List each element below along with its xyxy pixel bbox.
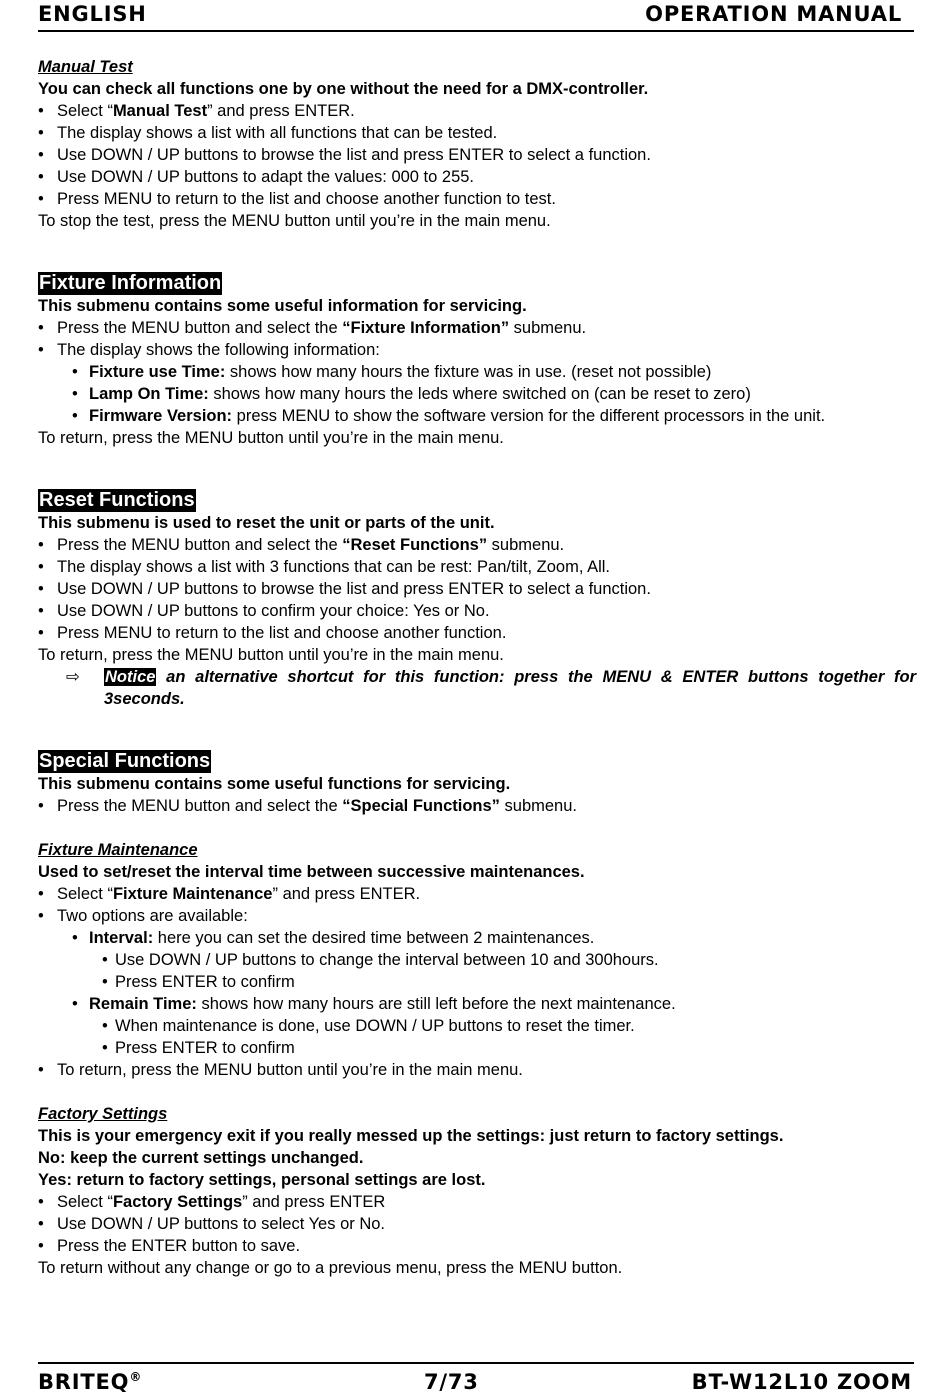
factory-settings-yes-option: Yes: return to factory settings, personal settings are lost. xyxy=(38,1171,486,1189)
sub-sub-list-item: • When maintenance is done, use DOWN / UP buttons to reset the timer. xyxy=(38,1015,916,1037)
header-language: ENGLISH xyxy=(38,2,147,26)
list-item: • Press the MENU button and select the “Reset Functions” submenu. xyxy=(38,534,916,556)
notice-text: an alternative shortcut for this function: press the MENU & ENTER buttons together for 3seconds. xyxy=(104,668,916,708)
header-doc-title: OPERATION MANUAL xyxy=(645,2,902,26)
list-item: • Select “Manual Test” and press ENTER. xyxy=(38,100,916,122)
factory-settings-outro: To return without any change or go to a previous menu, press the MENU button. xyxy=(38,1259,623,1277)
sub-list-item: • Interval: here you can set the desired time between 2 maintenances. xyxy=(38,927,916,949)
footer-brand: BRITEQ® xyxy=(38,1370,143,1394)
sub-list-item: • Firmware Version: press MENU to show the software version for the different processors in the unit. xyxy=(38,405,916,427)
list-item: • Press the MENU button and select the “Special Functions” submenu. xyxy=(38,795,916,817)
sub-list-item: • Lamp On Time: shows how many hours the leds where switched on (can be reset to zero) xyxy=(38,383,916,405)
list-item: • The display shows the following information: xyxy=(38,339,916,361)
manual-test-outro: To stop the test, press the MENU button until you’re in the main menu. xyxy=(38,212,551,230)
sub-sub-list-item: • Press ENTER to confirm xyxy=(38,1037,916,1059)
reset-functions-heading: Reset Functions xyxy=(39,489,195,511)
list-item: • Use DOWN / UP buttons to adapt the values: 000 to 255. xyxy=(38,166,916,188)
factory-settings-intro: This is your emergency exit if you really messed up the settings: just return to factory settings. xyxy=(38,1127,784,1145)
sub-list-item: • Fixture use Time: shows how many hours the fixture was in use. (reset not possible) xyxy=(38,361,916,383)
fixture-information-heading: Fixture Information xyxy=(39,272,222,294)
manual-test-heading: Manual Test xyxy=(38,58,133,76)
page-header xyxy=(38,0,914,32)
fixture-information-intro: This submenu contains some useful information for servicing. xyxy=(38,297,527,315)
manual-test-intro: You can check all functions one by one without the need for a DMX-controller. xyxy=(38,80,649,98)
list-item: • To return, press the MENU button until you’re in the main menu. xyxy=(38,1059,916,1081)
notice-label: Notice xyxy=(105,668,156,686)
list-item: • Select “Fixture Maintenance” and press ENTER. xyxy=(38,883,916,905)
page-number: 7/73 xyxy=(424,1370,479,1394)
list-item: • Use DOWN / UP buttons to confirm your choice: Yes or No. xyxy=(38,600,916,622)
reset-functions-outro: To return, press the MENU button until you’re in the main menu. xyxy=(38,646,504,664)
factory-settings-heading: Factory Settings xyxy=(38,1105,168,1123)
notice-note xyxy=(38,666,916,710)
list-item: • Use DOWN / UP buttons to select Yes or No. xyxy=(38,1213,916,1235)
footer-model: BT-W12L10 ZOOM xyxy=(691,1370,912,1394)
sub-sub-list-item: • Use DOWN / UP buttons to change the interval between 10 and 300hours. xyxy=(38,949,916,971)
special-functions-heading: Special Functions xyxy=(39,750,211,772)
list-item: • Press the MENU button and select the “Fixture Information” submenu. xyxy=(38,317,916,339)
factory-settings-no-option: No: keep the current settings unchanged. xyxy=(38,1149,364,1167)
sub-list-item: • Remain Time: shows how many hours are still left before the next maintenance. xyxy=(38,993,916,1015)
fixture-maintenance-heading: Fixture Maintenance xyxy=(38,841,198,859)
reset-functions-intro: This submenu is used to reset the unit or parts of the unit. xyxy=(38,514,495,532)
list-item: • Press MENU to return to the list and choose another function. xyxy=(38,622,916,644)
fixture-maintenance-intro: Used to set/reset the interval time between successive maintenances. xyxy=(38,863,585,881)
list-item: • Two options are available: xyxy=(38,905,916,927)
sub-sub-list-item: • Press ENTER to confirm xyxy=(38,971,916,993)
list-item: • Press MENU to return to the list and choose another function to test. xyxy=(38,188,916,210)
fixture-information-outro: To return, press the MENU button until you’re in the main menu. xyxy=(38,429,504,447)
list-item: • The display shows a list with all functions that can be tested. xyxy=(38,122,916,144)
list-item: • Use DOWN / UP buttons to browse the list and press ENTER to select a function. xyxy=(38,144,916,166)
page-footer xyxy=(38,1362,914,1399)
list-item: • Use DOWN / UP buttons to browse the list and press ENTER to select a function. xyxy=(38,578,916,600)
list-item: • Select “Factory Settings” and press ENTER xyxy=(38,1191,916,1213)
special-functions-intro: This submenu contains some useful functions for servicing. xyxy=(38,775,511,793)
list-item: • Press the ENTER button to save. xyxy=(38,1235,916,1257)
list-item: • The display shows a list with 3 functions that can be rest: Pan/tilt, Zoom, All. xyxy=(38,556,916,578)
arrow-right-icon: ⇨ xyxy=(66,668,80,686)
page-body xyxy=(38,56,916,1279)
